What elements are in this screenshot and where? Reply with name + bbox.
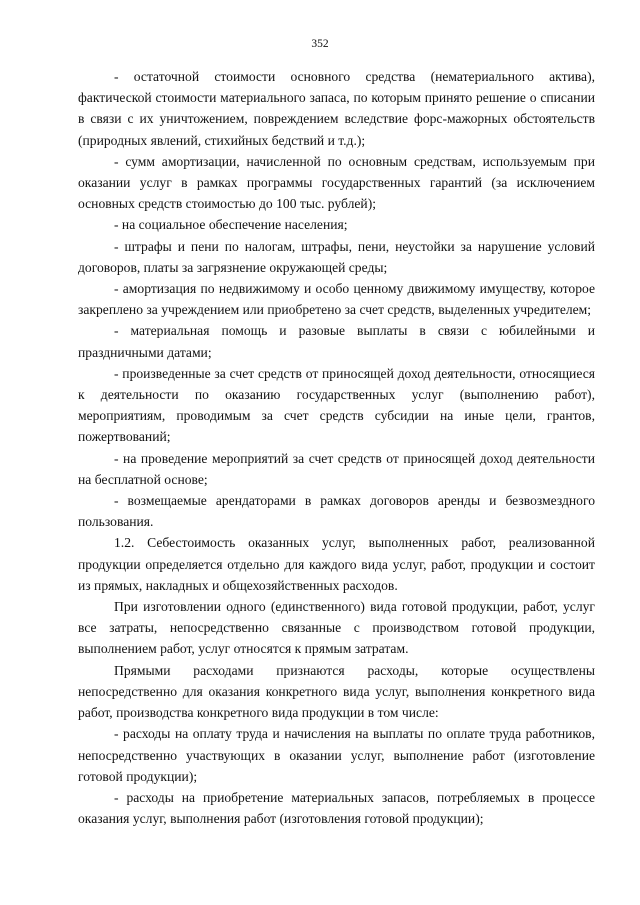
paragraph: - возмещаемые арендаторами в рамках договоров аренды и безвозмездного пользования. — [78, 493, 595, 530]
paragraph: - на социальное обеспечение населения; — [114, 217, 348, 233]
paragraph: - произведенные за счет средств от приносящей доход деятельности, относящиеся к деятельности по оказанию государственных услуг (выполнению работ), мероприятиям, проводимым за счет средств субсидии на иные цели, грантов, пожертвований; — [78, 365, 595, 445]
paragraph: - на проведение мероприятий за счет средств от приносящей доход деятельности на бесплатной основе; — [78, 450, 595, 487]
paragraph: - штрафы и пени по налогам, штрафы, пени, неустойки за нарушение условий договоров, платы за загрязнение окружающей среды; — [78, 238, 595, 275]
paragraph: - остаточной стоимости основного средства (нематериального актива), фактической стоимости материального запаса, по которым принято решение о списании в связи с их уничтожением, повреждением вследствие форс-мажорных обстоятельств (природных явлений, стихийных бедствий и т.д.); — [78, 69, 595, 148]
paragraph: - материальная помощь и разовые выплаты в связи с юбилейными и праздничными датами; — [78, 323, 595, 360]
paragraph: - расходы на приобретение материальных запасов, потребляемых в процессе оказания услуг, выполнения работ (изготовления готовой продукции); — [78, 789, 595, 827]
document-body — [78, 66, 595, 829]
paragraph: - расходы на оплату труда и начисления на выплаты по оплате труда работников, непосредственно участвующих в оказании услуг, выполнение работ (изготовление готовой продукции); — [78, 726, 595, 784]
paragraph: При изготовлении одного (единственного) вида готовой продукции, работ, услуг все затраты, непосредственно связанные с производством готовой продукции, выполнением работ, услуг относятся к прямым затратам. — [78, 599, 595, 657]
paragraph: Прямыми расходами признаются расходы, которые осуществлены непосредственно для оказания конкретного вида услуг, выполнения конкретного вида работ, производства конкретного вида продукции в том числе: — [78, 662, 595, 721]
paragraph: - амортизация по недвижимому и особо ценному движимому имуществу, которое закреплено за учреждением или приобретено за счет средств, выделенных учредителем; — [78, 281, 595, 318]
paragraph: - сумм амортизации, начисленной по основным средствам, используемым при оказании услуг в рамках программы государственных гарантий (за исключением основных средств стоимостью до 100 тыс. рублей); — [78, 153, 595, 212]
page-number: 352 — [311, 38, 329, 50]
paragraph: 1.2. Себестоимость оказанных услуг, выполненных работ, реализованной продукции определяется отдельно для каждого вида услуг, работ, продукции и состоит из прямых, накладных и общехозяйственных расходов. — [78, 535, 595, 593]
